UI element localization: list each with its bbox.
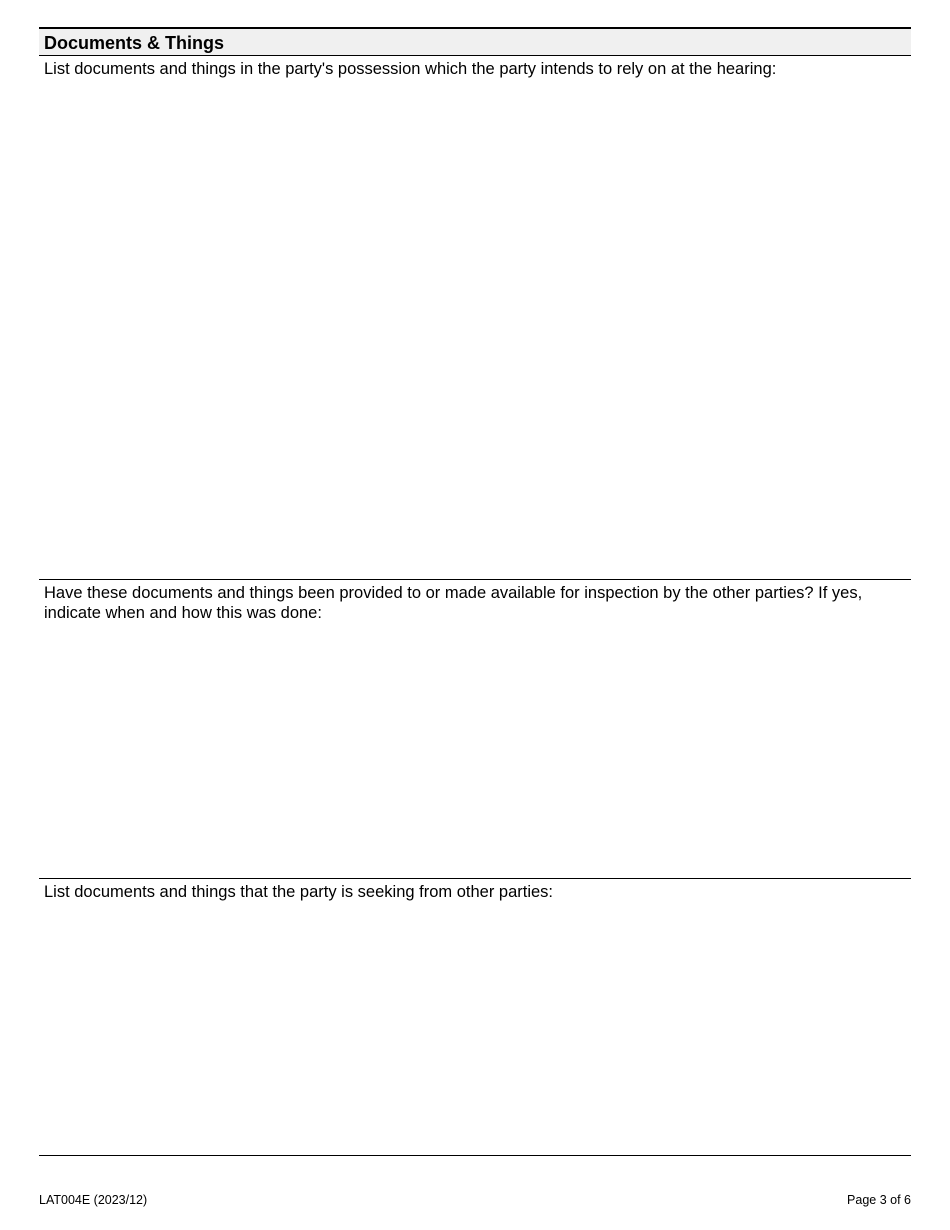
- documents-sought-input[interactable]: [44, 902, 906, 1147]
- form-code: LAT004E (2023/12): [39, 1193, 148, 1207]
- documents-relied-on-field: [39, 56, 911, 580]
- documents-provided-label: Have these documents and things been provided to or made available for inspection by the other parties? If yes, indicate when and how this was done:: [44, 584, 863, 622]
- documents-sought-field: [39, 879, 911, 1156]
- documents-things-form: [39, 27, 911, 1156]
- documents-relied-on-input[interactable]: [44, 79, 906, 569]
- section-title: Documents & Things: [39, 27, 911, 56]
- page-number: Page 3 of 6: [847, 1193, 911, 1207]
- documents-provided-field: [39, 580, 911, 879]
- documents-sought-label: List documents and things that the party is seeking from other parties:: [44, 883, 554, 901]
- documents-relied-on-label: List documents and things in the party's possession which the party intends to rely on at the hearing:: [44, 60, 777, 78]
- documents-provided-input[interactable]: [44, 623, 906, 873]
